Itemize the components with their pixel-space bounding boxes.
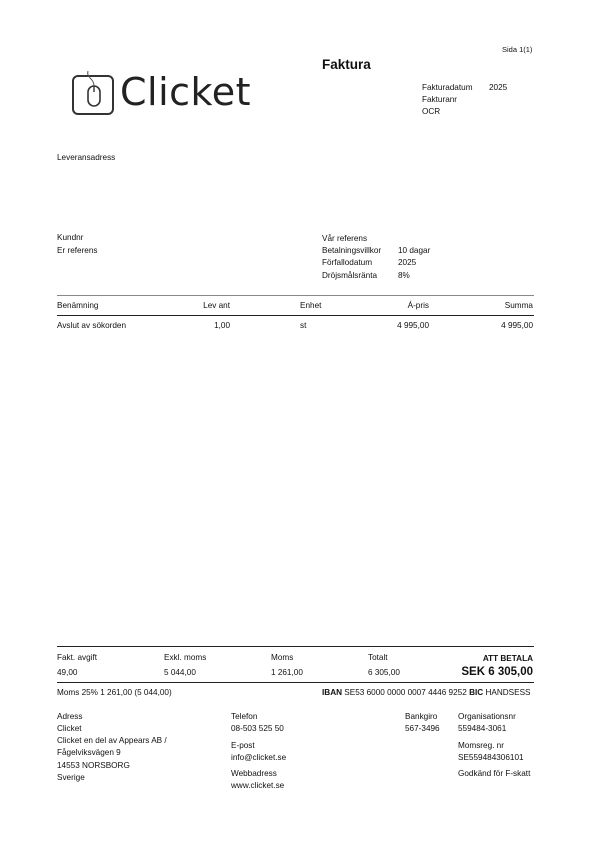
iban-value: SE53 6000 0000 0007 4446 9252: [344, 688, 467, 697]
logo-text: Clicket: [120, 70, 251, 114]
item-sum: 4 995,00: [501, 321, 533, 330]
totals-header-excl-vat: Exkl. moms: [164, 653, 207, 662]
totals-total-value: 6 305,00: [368, 668, 400, 677]
address-label: Adress: [57, 712, 83, 721]
org-number-value: 559484-3061: [458, 724, 507, 733]
ocr-label: OCR: [422, 107, 441, 116]
totals-header-fee: Fakt. avgift: [57, 653, 98, 662]
customer-number-label: Kundnr: [57, 233, 84, 242]
vat-note: Moms 25% 1 261,00 (5 044,00): [57, 688, 172, 697]
totals-vat-value: 1 261,00: [271, 668, 303, 677]
totals-fee-value: 49,00: [57, 668, 78, 677]
totals-excl-vat-value: 5 044,00: [164, 668, 196, 677]
invoice-number-label: Fakturanr: [422, 95, 458, 104]
phone-value: 08-503 525 50: [231, 724, 284, 733]
totals-header-vat: Moms: [271, 653, 294, 662]
invoice-date-label: Fakturadatum: [422, 83, 473, 92]
bankgiro-value: 567-3496: [405, 724, 440, 733]
items-header-sum: Summa: [504, 301, 533, 310]
document-title: Faktura: [322, 57, 371, 72]
items-header-quantity: Lev ant: [203, 301, 230, 310]
totals-bottom-rule: [57, 682, 534, 683]
email-label: E-post: [231, 741, 255, 750]
item-quantity: 1,00: [214, 321, 230, 330]
f-tax-approval: Godkänd för F-skatt: [458, 769, 531, 778]
vat-reg-label: Momsreg. nr: [458, 741, 504, 750]
your-reference-label: Er referens: [57, 246, 98, 255]
item-description: Avslut av sökorden: [57, 321, 127, 330]
mouse-icon: [72, 70, 116, 116]
bank-details: [322, 688, 531, 697]
address-line: Clicket: [57, 724, 82, 733]
items-header-unit: Enhet: [300, 301, 322, 310]
logo: [72, 70, 251, 120]
address-line: 14553 NORSBORG: [57, 761, 130, 770]
vat-reg-value: SE559484306101: [458, 753, 524, 762]
email-value: info@clicket.se: [231, 753, 287, 762]
org-number-label: Organisationsnr: [458, 712, 516, 721]
item-unit-price: 4 995,00: [397, 321, 429, 330]
payment-terms-label: Betalningsvillkor: [322, 246, 382, 255]
due-date-label: Förfallodatum: [322, 258, 373, 267]
item-unit: st: [300, 321, 307, 330]
iban-label: IBAN: [322, 688, 343, 697]
late-interest-label: Dröjsmålsränta: [322, 271, 378, 280]
web-value: www.clicket.se: [231, 781, 285, 790]
totals-top-rule: [57, 646, 534, 647]
payment-terms-value: 10 dagar: [398, 246, 431, 255]
totals-header-total: Totalt: [368, 653, 388, 662]
address-line: Clicket en del av Appears AB /: [57, 736, 167, 745]
late-interest-value: 8%: [398, 271, 410, 280]
items-header-unit-price: Á-pris: [407, 301, 429, 310]
address-line: Fågelviksvägen 9: [57, 748, 121, 757]
bankgiro-label: Bankgiro: [405, 712, 438, 721]
totals-header-to-pay: ATT BETALA: [482, 654, 533, 663]
delivery-address-label: Leveransadress: [57, 153, 116, 162]
web-label: Webbadress: [231, 769, 277, 778]
our-reference-label: Vår referens: [322, 234, 368, 243]
invoice-date-value: 2025: [489, 83, 508, 92]
items-header-rule: [57, 315, 534, 316]
bic-label: BIC: [469, 688, 484, 697]
items-header-description: Benämning: [57, 301, 99, 310]
amount-to-pay: SEK 6 305,00: [461, 666, 533, 678]
items-top-rule: [57, 295, 534, 296]
address-line: Sverige: [57, 773, 85, 782]
page-number: Sida 1(1): [502, 45, 533, 54]
phone-label: Telefon: [231, 712, 258, 721]
due-date-value: 2025: [398, 258, 417, 267]
bic-value: HANDSESS: [485, 688, 531, 697]
